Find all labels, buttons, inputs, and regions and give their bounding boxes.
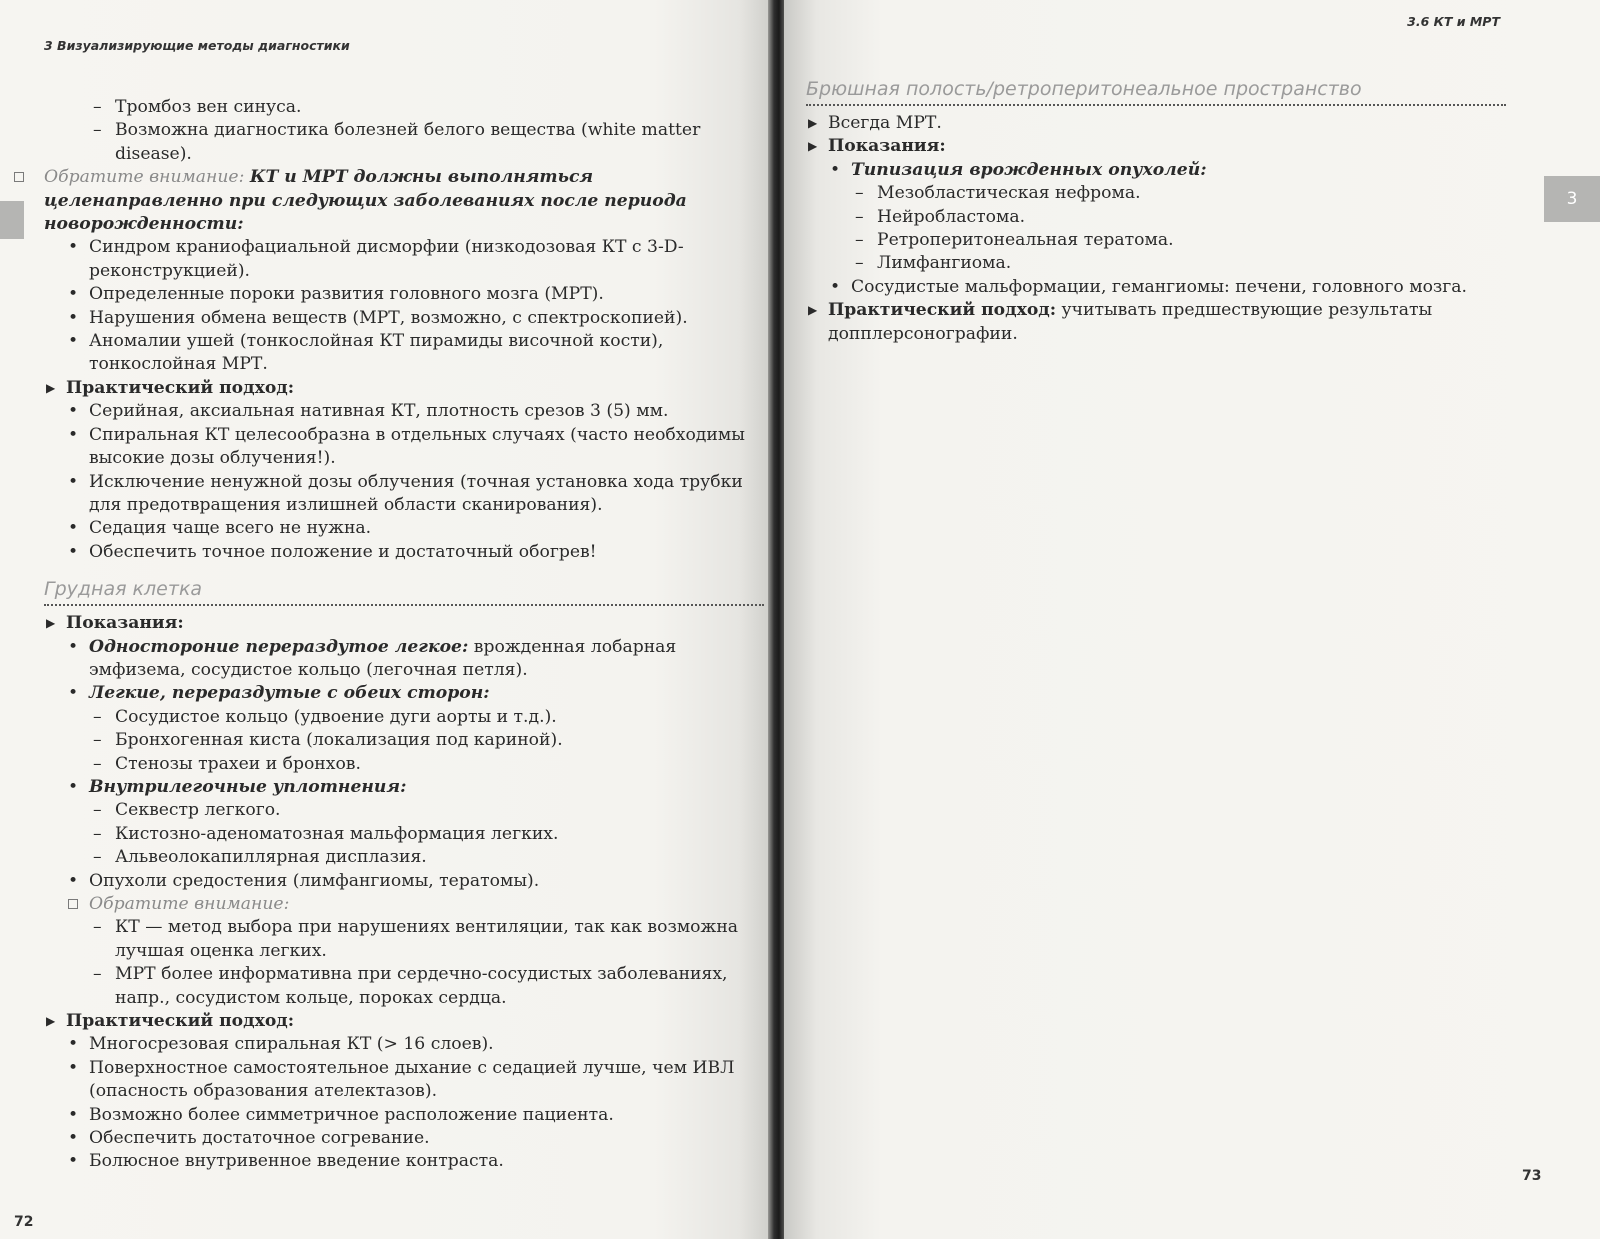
bullet-marker: •	[68, 307, 79, 328]
dash-marker: –	[93, 823, 102, 844]
checkbox-note-icon	[14, 166, 24, 189]
list-item: • Опухоли средостения (лимфангиомы, тератомы).	[44, 870, 764, 893]
list-item: – МРТ более информативна при сердечно-сосудистых заболеваниях, напр., сосудистом кольце, пороках сердца.	[93, 964, 728, 1008]
arrow-marker-icon: ▶	[808, 303, 818, 318]
dash-marker: –	[855, 230, 864, 251]
bullet-marker: •	[68, 683, 79, 704]
chapter-thumb-tab: 3	[1544, 176, 1600, 222]
right-text-column	[806, 66, 1506, 346]
list-item: • Болюсное внутривенное введение контраста.	[44, 1150, 764, 1173]
bullet-marker: •	[68, 1057, 79, 1078]
note-paragraph: Обратите внимание:	[44, 893, 764, 916]
dash-marker: –	[855, 183, 864, 204]
checkbox-note-icon	[68, 893, 78, 916]
right-page	[784, 0, 1600, 1239]
dash-marker: –	[93, 917, 102, 938]
left-page	[0, 0, 770, 1239]
list-item: – Лимфангиома.	[806, 252, 1506, 275]
list-item: ▶ Практический подход:	[44, 377, 764, 400]
arrow-marker-icon: ▶	[46, 1014, 56, 1029]
arrow-marker-icon: ▶	[46, 380, 56, 395]
dash-marker: –	[93, 120, 102, 141]
list-item: – Возможна диагностика болезней белого вещества (white matter disease).	[93, 120, 701, 164]
dash-marker: –	[93, 753, 102, 774]
bullet-marker: •	[68, 284, 79, 305]
thumb-tab-left	[0, 201, 24, 239]
dash-marker: –	[93, 97, 102, 117]
dash-marker: –	[93, 964, 102, 985]
list-item: – Бронхогенная киста (локализация под кариной).	[44, 729, 764, 752]
arrow-marker-icon: ▶	[808, 139, 818, 154]
list-item: ▶ Показания:	[806, 135, 1506, 158]
bullet-marker: •	[830, 159, 841, 180]
bullet-marker: •	[68, 471, 79, 492]
list-item: • Аномалии ушей (тонкослойная КТ пирамиды височной кости), тонкослойная МРТ.	[68, 331, 664, 375]
section-title-chest: Грудная клетка	[44, 576, 764, 606]
bullet-marker: •	[68, 424, 79, 445]
list-item: – КТ — метод выбора при нарушениях вентиляции, так как возможна лучшая оценка легких.	[93, 917, 739, 961]
bullet-marker: •	[68, 401, 79, 422]
list-item: – Кистозно-аденоматозная мальформация легких.	[44, 823, 764, 846]
list-item: • Определенные пороки развития головного мозга (МРТ).	[44, 283, 764, 306]
list-item: – Сосудистое кольцо (удвоение дуги аорты и т.д.).	[44, 706, 764, 729]
dash-marker: –	[93, 730, 102, 751]
list-item: • Одностороние перераздутое легкое: врожденная лобарная эмфизема, сосудистое кольцо (легочная петля).	[68, 636, 677, 680]
list-item: – Тромбоз вен синуса.	[44, 96, 764, 119]
note-paragraph: Обратите внимание: КТ и МРТ должны выполняться целенаправленно при следующих заболеваниях после периода новорожденности:	[22, 166, 764, 236]
arrow-marker-icon: ▶	[808, 116, 818, 130]
left-text-column	[44, 96, 764, 1174]
dash-marker: –	[93, 706, 102, 727]
page-number-left: 72	[14, 1214, 34, 1230]
list-item: ▶ Практический подход: учитывать предшествующие результаты допплерсонографии.	[808, 300, 1433, 344]
bullet-marker: •	[68, 237, 79, 258]
list-item: • Серийная, аксиальная нативная КТ, плотность срезов 3 (5) мм.	[44, 400, 764, 423]
bullet-marker: •	[68, 541, 79, 562]
bullet-marker: •	[68, 1034, 79, 1055]
list-item: – Альвеолокапиллярная дисплазия.	[44, 846, 764, 869]
bullet-marker: •	[68, 518, 79, 539]
bullet-marker: •	[68, 331, 79, 352]
list-item: • Спиральная КТ целесообразна в отдельных случаях (часто необходимы высокие дозы облучения!).	[68, 424, 745, 469]
arrow-marker-icon: ▶	[46, 616, 56, 631]
dash-marker: –	[855, 206, 864, 227]
list-item: – Нейробластома.	[806, 206, 1506, 229]
list-item: • Внутрилегочные уплотнения:	[44, 776, 764, 799]
bullet-marker: •	[68, 1104, 79, 1125]
list-item: • Исключение ненужной дозы облучения (точная установка хода трубки для предотвращения излишней области сканирования).	[68, 471, 743, 515]
list-item: • Многосрезовая спиральная КТ (> 16 слоев).	[44, 1033, 764, 1056]
list-item: • Возможно более симметричное расположение пациента.	[44, 1104, 764, 1127]
section-title-abdomen: Брюшная полость/ретроперитонеальное пространство	[806, 76, 1506, 106]
list-item: – Ретроперитонеальная тератома.	[806, 229, 1506, 252]
list-item: • Нарушения обмена веществ (МРТ, возможно, с спектроскопией).	[44, 307, 764, 330]
running-head-right: 3.6 КТ и МРТ	[1407, 14, 1500, 29]
running-head-left: 3 Визуализирующие методы диагностики	[44, 38, 350, 53]
list-item: ▶ Практический подход:	[44, 1010, 764, 1033]
bullet-marker: •	[68, 776, 79, 797]
list-item: – Секвестр легкого.	[44, 799, 764, 822]
list-item: • Типизация врожденных опухолей:	[806, 159, 1506, 182]
bullet-marker: •	[68, 870, 79, 891]
list-item: ▶ Показания:	[44, 612, 764, 635]
list-item: • Поверхностное самостоятельное дыхание с седацией лучше, чем ИВЛ (опасность образования ателектазов).	[68, 1057, 735, 1102]
list-item: – Стенозы трахеи и бронхов.	[44, 753, 764, 776]
bullet-marker: •	[68, 1128, 79, 1149]
page-number-right: 73	[1522, 1168, 1542, 1184]
list-item: • Легкие, перераздутые с обеих сторон:	[44, 682, 764, 705]
list-item: • Обеспечить достаточное согревание.	[44, 1127, 764, 1150]
list-item: • Синдром краниофациальной дисморфии (низкодозовая КТ с 3-D-реконструкцией).	[68, 237, 684, 281]
dash-marker: –	[855, 253, 864, 274]
list-item: • Седация чаще всего не нужна.	[44, 517, 764, 540]
dash-marker: –	[93, 847, 102, 868]
list-item: • Сосудистые мальформации, гемангиомы: печени, головного мозга.	[806, 276, 1506, 299]
dash-marker: –	[93, 800, 102, 821]
bullet-marker: •	[68, 1151, 79, 1172]
bullet-marker: •	[830, 276, 841, 297]
bullet-marker: •	[68, 636, 79, 657]
list-item: – Мезобластическая нефрома.	[806, 182, 1506, 205]
list-item: ▶ Всегда МРТ.	[806, 112, 1506, 135]
list-item: • Обеспечить точное положение и достаточный обогрев!	[44, 541, 764, 564]
